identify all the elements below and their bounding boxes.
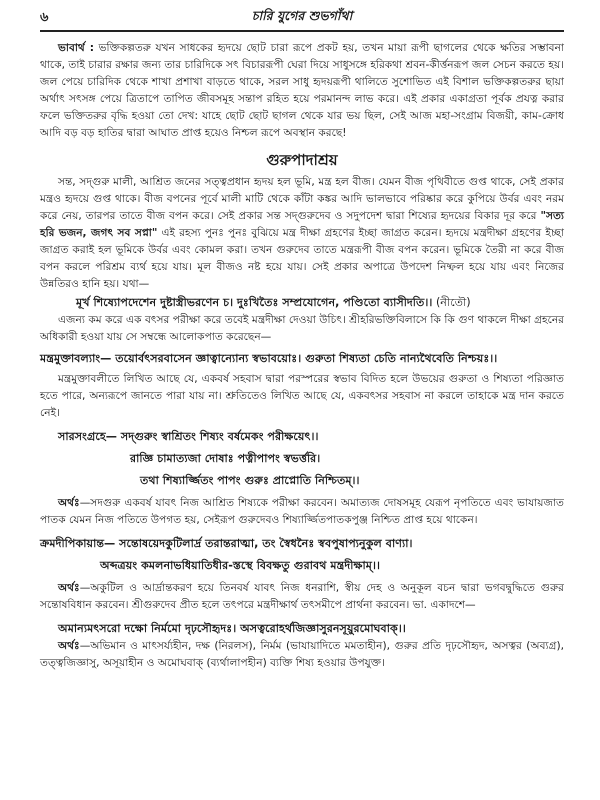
artha-text-3: —অভিমান ও মাৎসর্য্যহীন, দক্ষ (নিরলস), নির্মম (ভাযায়াদিতে মমতাহীন), গুরুর প্রতি দৃঢ়সৌহৃদ, অসত্বর (অব্যগ্র), তত্ত্বজিজ্ঞাসু, অসূয়াহীন ও অমোঘবাক্ (ব্যর্থালাপহীন) ব্যক্তি শিষ্য হওয়ার উপযুক্ত। xyxy=(40,640,564,669)
artha-label-2: অর্থঃ xyxy=(58,582,80,594)
artha-label-1: অর্থঃ xyxy=(58,497,80,509)
verse-niti xyxy=(40,293,564,312)
santa-quote: "সত্য হরি ভজন, জগৎ সব সপ্না" xyxy=(40,210,564,239)
verse-bhagavata: অমান্যমৎসরো দক্ষো নির্মমো দৃঢ়সৌহৃদঃ। অসত্বরোহর্থজিজ্ঞাসুরনসূয়ুরমোঘবাক্।। xyxy=(58,622,406,635)
verse-sarasangraha-line3: তথা শিষ্যার্জ্জিতং পাপং গুরুঃ প্রাপ্নোতি নিশ্চিতম্।। xyxy=(140,474,360,487)
page-content xyxy=(40,40,564,672)
verse-sarasangraha-line1 xyxy=(40,427,564,446)
verse-mantramuktavali-label: মন্ত্রমুক্তাবল্যাং— xyxy=(40,352,116,365)
santa-text-2: এই রহস্য পুনঃ পুনঃ বুঝিয়ে মন্ত্র দীক্ষা গ্রহণের ইচ্ছা জাগ্রত করেন। হৃদয়ে মন্ত্রদীক্ষা গ্রহণের ইচ্ছা জাগ্রত করাই হল ভূমিকে উর্বর এবং কোমল করা। তখন গুরুদেব তাতে মন্ত্ররূপী বীজ বপন করেন। ভূমিকে তৈরী না করে বীজ বপন করলে পরিশ্রম ব্যর্থ হয়ে যায়। মূল বীজও নষ্ট হয়ে যায়। সেই প্রকার অপাত্রে উপদেশ নিষ্ফল হয়ে যায় এবং নিজের উন্নতিরও হানি হয়। যথা— xyxy=(40,227,564,290)
verse-niti-text: মূর্খ শিষ্যোপদেশেন দুষ্টাস্ত্রীভরণেন চ। দুঃখিতৈঃ সম্প্রযোগেন, পণ্ডিতো ব্যাসীদতি।। xyxy=(76,296,433,309)
verse-mantramuktavali xyxy=(40,349,564,368)
bhavartha-label: ভাবার্থ : xyxy=(58,42,94,54)
artha-paragraph-1 xyxy=(40,495,564,529)
verse-sarasangraha-label: সারসংগ্রহে— xyxy=(58,430,121,443)
running-header xyxy=(40,8,564,32)
verse-kramadipika-line2: অব্দত্রয়ং কমলনাভধিয়াতিধীর-স্তস্থে বিবক্ষতু গুরাবথ মন্ত্রদীক্ষাম্।। xyxy=(100,559,380,572)
verse-sarasangraha-line2: রাজ্ঞি চামাত্যজা দোষাঃ পত্নীপাপং স্বভর্ত্তরি। xyxy=(130,452,321,465)
verse-kramadipika-line1 xyxy=(40,534,564,553)
mantramuktavali-paragraph: মন্ত্রমুক্তাবলীতে লিখিত আছে যে, একবর্ষ সহবাস দ্বারা পরস্পরের স্বভাব বিদিত হলে উভয়ের গুরুতা ও শিষ্যতা পরিজ্ঞাত হতে পারে, অন্যরূপে জানতে পারা যায় না। শ্রুতিতেও লিখিত আছে যে, একবৎসর সহবাস না করলে তাহাকে মন্ত্র দান করতে নেই। xyxy=(40,373,564,419)
bhavartha-text: ভক্তিকল্পতরু যখন সাধকের হৃদয়ে ছোট চারা রূপে প্রকট হয়, তখন মায়া রূপী ছাগলের থেকে ক্ষতির সম্ভাবনা থাকে, তাই চারার রক্ষার জন্য তার চারিদিকে সৎ বিচাররূপী ঘেরা দিয়ে সাধুসঙ্গে হরিকথা শ্রবন-কীর্ত্তনরূপ জল সেচন করতে হয়। জল পেয়ে চারিদিক থেকে শাখা প্রশাখা বাড়তে থাকে, সরল সাধু হৃদয়রূপী থালিতে সুশোভিত এই বিশাল ভক্তিকল্পতরুর ছায়া অর্থাৎ সৎসঙ্গ পেয়ে ত্রিতাপে তাপিত জীবসমূহ সন্তাপ রহিত হয়ে পরমানন্দ লাভ করে। এই প্রকার একাগ্রতা পূর্বক প্রযত্ন করার ফলে ভক্তিতরুর বৃদ্ধি হওয়া তো দেখ: যাহে ছোট ছোট ছাগল থেকে যার ভয় ছিল, সেই আজ মহা-সংগ্রাম বিজয়ী, কাম-ক্রোধ আদি বড় বড় হাতির দ্বারা আঘাত প্রাপ্ত হয়েও নিশ্চল রূপে অবস্থান করছে! xyxy=(40,42,564,139)
verse-mantramuktavali-text: তয়োর্বৎসরবাসেন জ্ঞাত্বান্যোন্য স্বভাবয়োঃ। গুরুতা শিষ্যতা চেতি নান্যথৈবেতি নিশ্চয়ঃ।। xyxy=(115,352,498,365)
verse-kramadipika-text1: সন্তোষয়েদকুটিলার্দ্র তরান্তরাত্মা, তং স্বৈধনৈঃ স্ববপুষাপ্যনুকুল বাণ্যা। xyxy=(119,537,413,550)
page-number: ৬ xyxy=(40,10,49,25)
verse-kramadipika-label: ক্রমদীপিকায়ান্ত— xyxy=(40,537,116,550)
santa-text-1: সন্ত, সদ্গুরু মালী, আশ্রিত জনের সত্ত্বপ্রধান হৃদয় হল ভূমি, মন্ত্র হল বীজ। যেমন বীজ পৃথিবীতে গুপ্ত থাকে, সেই প্রকার মন্ত্রও হৃদয়ে গুপ্ত থাকে। বীজ বপনের পূর্বে মালী মাটি থেকে কাঁটা কঙ্কর আদি ভালভাবে পরিষ্কার করে কুপিয়ে উর্বর এবং নরম করে নেয়, তারপর তাতে বীজ বপন করে। সেই প্রকার সন্ত সদ্গুরুদেব ও সদুপদেশ দ্বারা শিষ্যের হৃদয়ের বিকার দূর করে xyxy=(40,176,564,222)
verse-niti-source: (নীতৌ) xyxy=(432,296,471,309)
artha-label-3: অর্থঃ xyxy=(58,640,80,652)
bhavartha-paragraph xyxy=(40,40,564,142)
artha-text-2: —অকুটিল ও আর্দ্রান্তকরণ হয়ে তিনবর্ষ যাবৎ নিজ ধনরাশি, স্বীয় দেহ ও অনুকূল বচন দ্বারা ভগবদ্বুদ্ধিতে গুরুর সন্তোষবিধান করবেন। শ্রীগুরুদেব প্রীত হলে তৎপরে মন্ত্রদীক্ষার্থ তৎসমীপে প্রার্থনা করবেন। ভা. একাদশে— xyxy=(40,582,564,611)
ejanya-paragraph: এজন্য কম করে এক বৎসর পরীক্ষা করে তবেই মন্ত্রদীক্ষা দেওয়া উচিৎ। শ্রীহরিভক্তিবিলাসে কি কি গুণ থাকলে দীক্ষা গ্রহনের অধিকারী হওয়া যায় সে সম্বন্ধে আলোকপাত করেছেন— xyxy=(40,314,564,343)
section-heading: গুরুপাদাশ্রয় xyxy=(266,151,338,169)
artha-paragraph-3 xyxy=(40,638,564,672)
book-title: চারি যুগের শুভগাঁথা xyxy=(251,8,353,23)
verse-sarasangraha-text1: সদ্গুরুং স্বাশ্রিতং শিষ্যং বর্ষমেকং পরীক্ষয়েৎ।। xyxy=(120,430,319,443)
santa-paragraph xyxy=(40,174,564,293)
artha-text-1: —সদগুরু একবর্ষ যাবৎ নিজ আশ্রিত শিষ্যকে পরীক্ষা করবেন। অমাত্যজ দোষসমূহ যেরূপ নৃপতিতে এবং ভাযায়জাত পাতক যেমন নিজ পতিতে উপগত হয়, সেইরূপ গুরুদেবও শিষ্যার্জ্জিতপাতকপুঞ্জ নিশ্চিত প্রাপ্ত হয়ে থাকেন। xyxy=(40,497,564,526)
artha-paragraph-2 xyxy=(40,580,564,614)
